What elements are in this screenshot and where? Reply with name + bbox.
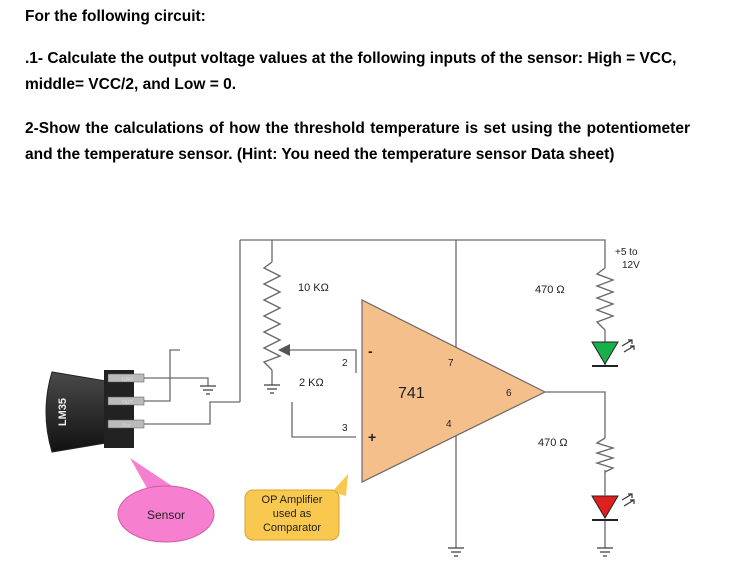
document-title: For the following circuit: (25, 8, 206, 25)
opamp-callout-line3: Comparator (262, 522, 322, 534)
pin-4-label: 4 (446, 419, 452, 430)
pin-2-label: 2 (342, 358, 348, 369)
resistor-470-bottom-label: 470 Ω (538, 437, 568, 449)
pin-vcc-label: Vcc (122, 423, 131, 429)
supply-label-line2: 12V (622, 260, 640, 271)
sensor-part-label: LM35 (57, 397, 69, 427)
resistor-470-top-label: 470 Ω (535, 284, 565, 296)
opamp-plus-sign: + (368, 429, 377, 445)
pin-gnd-label: GND (122, 377, 134, 383)
pin-3-label: 3 (342, 423, 348, 434)
opamp-callout-line1: OP Amplifier (261, 494, 323, 506)
resistor-10k-label: 10 KΩ (298, 282, 329, 294)
sensor-callout-label: Sensor (146, 508, 186, 522)
question-2: 2-Show the calculations of how the threshold temperature is set using the potentiometer and the temperature sensor. (Hint: You need the temperature sensor Data sheet) (25, 120, 690, 163)
question-1: .1- Calculate the output voltage values at the following inputs of the sensor: High = VCC, middle= VCC/2, and Low = 0. (25, 50, 677, 93)
pin-out-label: OUT (122, 400, 133, 406)
pin-7-label: 7 (448, 358, 454, 369)
opamp-label: 741 (398, 385, 425, 402)
supply-label-line1: +5 to (615, 247, 638, 258)
pin-6-label: 6 (506, 388, 512, 399)
opamp-minus-sign: - (368, 343, 373, 359)
resistor-2k-label: 2 KΩ (299, 377, 324, 389)
lm35-sensor (46, 370, 144, 452)
opamp-callout-line2: used as (272, 508, 312, 520)
